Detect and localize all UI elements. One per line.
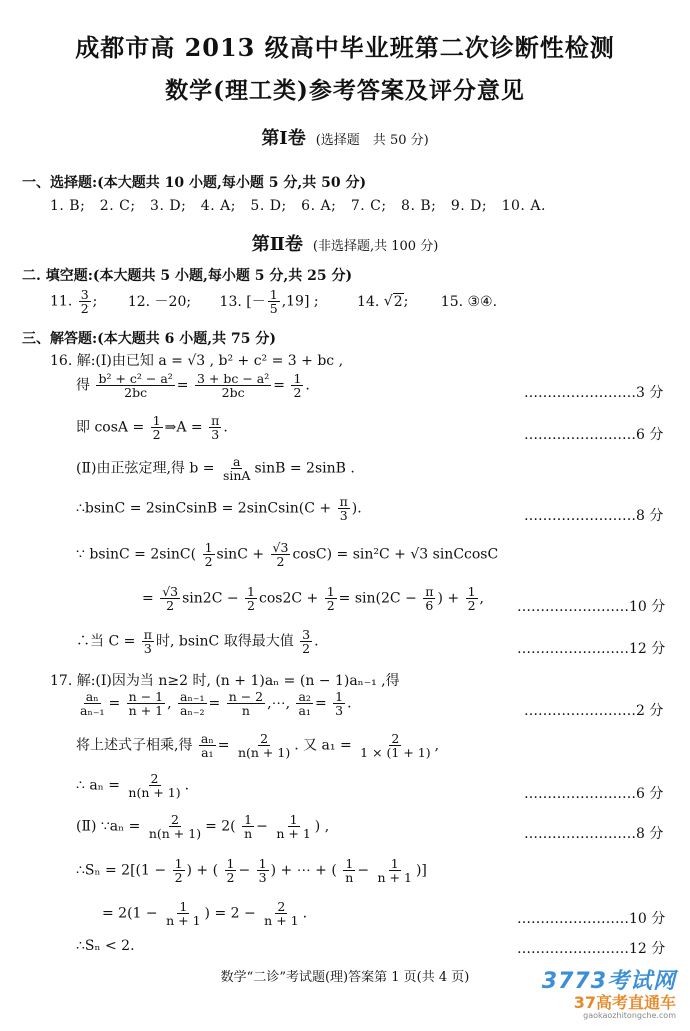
score-16-5: ……………………12 分 [517, 641, 666, 657]
problem-16-line-6: ∵ bsinC = 2sinC( $\frac{1}{2}$ sinC + $\frac{√3}{2}$ cosC) = sin²C + √3 sinCcosC [76, 540, 499, 570]
problem-16-line-2: 得 $\frac{\text{b² + c² − a²}}{2bc}$ = $\frac{\text{3 + bc − a²}}{2bc}$ = $\frac{1}{2}$ . [76, 371, 310, 401]
problem-16-line-5: ∴bsinC = 2sinCsinB = 2sinCsin(C + $\frac{\pi}{3}$ ). [76, 494, 362, 524]
fraction: $\frac{1}{5}$ [269, 287, 278, 317]
score-16-2: ……………………6 分 [524, 427, 664, 443]
volume-1-heading: 第Ⅰ卷 (选择题 共 50 分) [261, 128, 429, 149]
problem-17-line-2: $\frac{\text{aₙ}}{\text{aₙ₋₁}}$ = $\frac{n - 1}{n + 1}$ , $\frac{\text{aₙ₋₁}}{\text{aₙ₋₂}}$ = $\frac{n - 2}{n}$ ,⋯, $\frac{\text{a₂}}{\text{a₁}}$ = $\frac{1}{3}$ . [80, 689, 352, 719]
section-2-answers: 11. $\frac{3}{2}$ ; 12. －20; 13. [－ $\frac{1}{5}$ ,19] ; 14. √2; 15. ③④. [50, 287, 498, 317]
section-3-heading: 三、解答题:(本大题共 6 小题,共 75 分) [22, 331, 277, 347]
problem-16-line-7: = $\frac{√3}{2}$ sin2C − $\frac{1}{2}$ cos2C + $\frac{1}{2}$ = sin(2C − $\frac{\pi}{6}$ ) + $\frac{1}{2}$ , [142, 584, 484, 614]
problem-16-line-4: (Ⅱ)由正弦定理,得 b = $\frac{a}{\sin A}$ sinB = 2sinB . [76, 454, 355, 484]
page-footer: 数学“二诊”考试题(理)答案第 1 页(共 4 页) [220, 970, 470, 985]
score-16-4: ……………………10 分 [517, 599, 666, 615]
problem-17-line-8: ∴Sₙ < 2. [76, 938, 135, 954]
score-16-3: ……………………8 分 [524, 508, 664, 524]
section-1-heading: 一、选择题:(本大题共 10 小题,每小题 5 分,共 50 分) [22, 175, 367, 191]
problem-17-line-7: = 2(1 − $\frac{1}{n + 1}$ ) = 2 − $\frac{2}{n + 1}$ . [102, 899, 308, 929]
problem-16-line-8: ∴当 C = $\frac{\pi}{3}$ 时, bsinC 取得最大值 $\frac{3}{2}$ . [76, 627, 319, 657]
score-17-3: ……………………8 分 [524, 826, 664, 842]
score-17-2: ……………………6 分 [524, 786, 664, 802]
score-17-4: ……………………10 分 [517, 911, 666, 927]
fraction: $\frac{3}{2}$ [80, 287, 89, 317]
section-2-heading: 二. 填空题:(本大题共 5 小题,每小题 5 分,共 25 分) [22, 268, 353, 284]
volume-2-heading: 第Ⅱ卷 (非选择题,共 100 分) [251, 234, 439, 255]
problem-17-line-6: ∴Sₙ = 2[(1 − $\frac{1}{2}$ ) + ( $\frac{1}{2}$ − $\frac{1}{3}$ ) + ⋯ + ( $\frac{1}{n}$ − $\frac{1}{n + 1}$ )] [76, 856, 427, 886]
problem-17-line-4: ∴ aₙ = $\frac{2}{n(n + 1)}$ . [76, 771, 190, 801]
document-title: 成都市高 2013 级高中毕业班第二次诊断性检测 [75, 33, 615, 62]
document-subtitle: 数学(理工类)参考答案及评分意见 [165, 77, 525, 104]
problem-17-line-3: 将上述式子相乘,得 $\frac{\text{aₙ}}{\text{a₁}}$ = $\frac{2}{n(n + 1)}$ . 又 a₁ = $\frac{2}{1 \times (1 + 1)}$ , [76, 731, 440, 761]
section-1-answers: 1. B; 2. C; 3. D; 4. A; 5. D; 6. A; 7. C; 8. B; 9. D; 10. A. [50, 198, 546, 214]
problem-17-line-5: (Ⅱ) ∵aₙ = $\frac{2}{n(n + 1)}$ = 2( $\frac{1}{n}$ − $\frac{1}{n + 1}$ ) , [76, 812, 330, 842]
problem-16-line-3: 即 cosA = $\frac{1}{2}$ ⇒A = $\frac{\pi}{3}$ . [76, 413, 228, 443]
score-16-1: ……………………3 分 [524, 385, 664, 401]
score-17-1: ……………………2 分 [524, 703, 664, 719]
problem-17-line-1: 17. 解:(Ⅰ)因为当 n≥2 时, (n + 1)aₙ = (n − 1)aₙ₋₁ ,得 [50, 673, 400, 689]
problem-16-line-1: 16. 解:(Ⅰ)由已知 a = √3 , b² + c² = 3 + bc , [50, 353, 344, 369]
score-17-5: ……………………12 分 [517, 941, 666, 957]
watermark-logo: 3773考试网 37高考直通车 gaokaozhitongche.com [541, 969, 676, 1020]
